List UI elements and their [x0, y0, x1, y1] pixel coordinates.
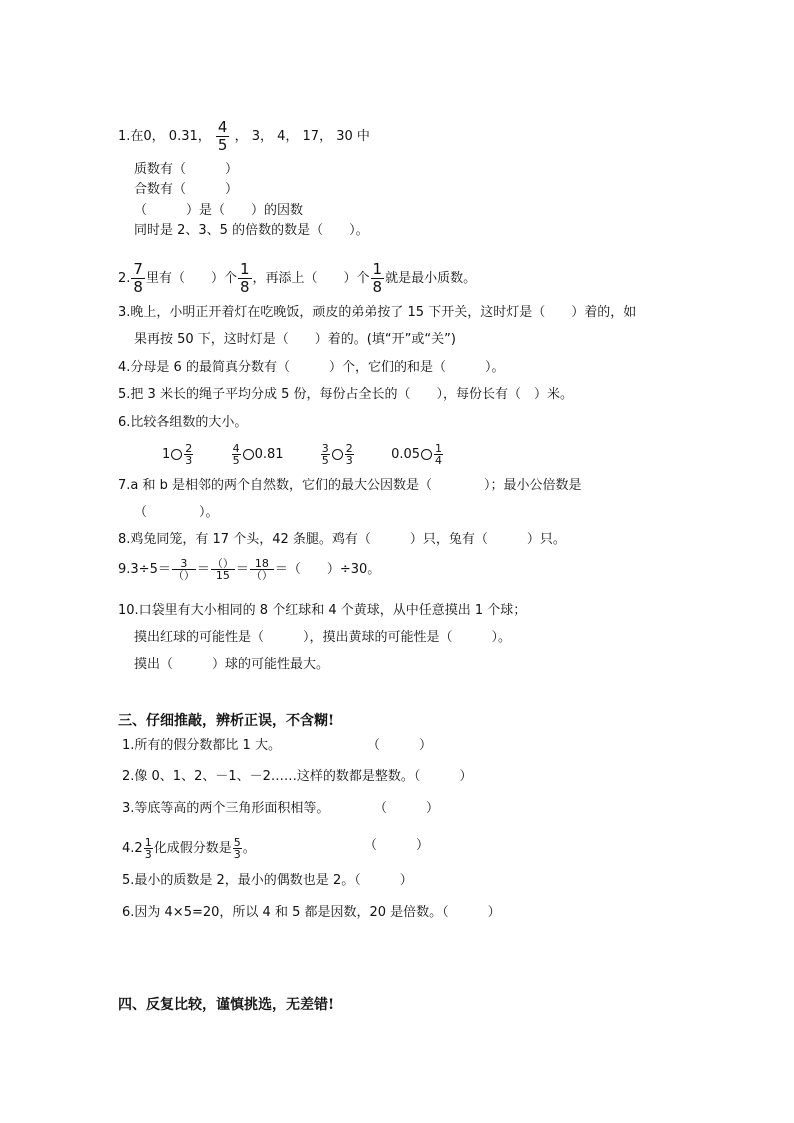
- q1-fraction: $\frac{4}{5}$: [217, 118, 228, 154]
- compare-circle-icon: [243, 449, 254, 460]
- question-7-line-1: 7.a 和 b 是相邻的两个自然数，它们的最大公因数是（ ）；最小公倍数是: [118, 478, 582, 493]
- section-4-title: 四、反复比较，谨慎挑选，无差错!: [118, 997, 335, 1013]
- q1-text-post: ， 3， 4， 17， 30 中: [234, 129, 370, 144]
- judge-1: 1.所有的假分数都比 1 大。: [122, 738, 281, 753]
- judge-4: 4.2 $\frac{1}{3}$ 化成假分数是 $\frac{5}{3}$ 。: [122, 836, 256, 861]
- judge-3: 3.等底等高的两个三角形面积相等。: [122, 801, 330, 816]
- question-6: 6.比较各组数的大小。: [118, 415, 248, 430]
- q1-line-d: 同时是 2、3、5 的倍数的数是（ ）。: [134, 223, 369, 238]
- question-7-line-2: （ ）。: [134, 505, 219, 520]
- q2-fraction-2: $\frac{1}{8}$: [239, 260, 250, 296]
- question-10-line-3: 摸出（ ）球的可能性最大。: [134, 657, 330, 672]
- question-10-line-2: 摸出红球的可能性是（ ），摸出黄球的可能性是（ ）。: [134, 630, 512, 645]
- q9-fraction-2: $\frac{()}{15}$: [211, 557, 234, 582]
- q9-fraction-1: $\frac{3}{()}$: [172, 557, 195, 582]
- compare-circle-icon: [332, 449, 343, 460]
- q1-line-a: 质数有（ ）: [134, 162, 239, 177]
- q2-fraction-1: $\frac{7}{8}$: [133, 260, 143, 296]
- q6-item-d: 0.05 $\frac{1}{4}$: [391, 442, 443, 467]
- question-1: [118, 120, 370, 153]
- judge-2: 2.像 0、1、2、－1、－2……这样的数都是整数。（ ）: [122, 769, 473, 784]
- q9-fraction-3: $\frac{18}{()}$: [250, 557, 273, 582]
- question-3-line-2: 果再按 50 下，这时灯是（ ）着的。(填“开”或“关”): [134, 332, 456, 347]
- q1-line-c: （ ）是（ ）的因数: [134, 203, 304, 218]
- judge-3-blank: （ ）: [374, 801, 440, 816]
- question-3-line-1: 3.晚上，小明正开着灯在吃晚饭，顽皮的弟弟按了 15 下开关，这时灯是（ ）着的，如: [118, 305, 637, 320]
- q1-line-b: 合数有（ ）: [134, 182, 239, 197]
- q2-fraction-3: $\frac{1}{8}$: [372, 260, 383, 296]
- judge-6: 6.因为 4×5=20，所以 4 和 5 都是因数，20 是倍数。（ ）: [122, 905, 501, 920]
- judge-1-blank: （ ）: [367, 738, 433, 753]
- judge-5: 5.最小的质数是 2，最小的偶数也是 2。（ ）: [122, 873, 413, 888]
- question-10-line-1: 10.口袋里有大小相同的 8 个红球和 4 个黄球，从中任意摸出 1 个球；: [118, 603, 527, 618]
- question-9: 9.3÷5＝ $\frac{3}{()}$ ＝ $\frac{()}{15}$ ＝ $\frac{18}{()}$ ＝（ ）÷30。: [118, 557, 381, 582]
- question-4: 4.分母是 6 的最简真分数有（ ）个，它们的和是（ ）。: [118, 360, 505, 375]
- q6-item-c: $\frac{3}{5}$ $\frac{2}{3}$: [321, 442, 353, 467]
- judge-4-blank: （ ）: [364, 838, 430, 853]
- question-2: 2. $\frac{7}{8}$ 里有（ ）个 $\frac{1}{8}$ ，再添上（ ）个 $\frac{1}{8}$ 就是最小质数。: [118, 260, 477, 296]
- q6-item-a: 1 $\frac{2}{3}$: [162, 442, 193, 467]
- compare-circle-icon: [421, 449, 432, 460]
- question-8: 8.鸡兔同笼，有 17 个头，42 条腿。鸡有（ ）只，兔有（ ）只。: [118, 532, 566, 547]
- section-3-title: 三、仔细推敲，辨析正误，不含糊!: [118, 713, 335, 729]
- q6-item-b: $\frac{4}{5}$ 0.81: [232, 442, 284, 467]
- compare-circle-icon: [171, 449, 182, 460]
- question-5: 5.把 3 米长的绳子平均分成 5 份，每份占全长的（ ），每份长有（ ）米。: [118, 387, 573, 402]
- q6-comparisons: [162, 440, 444, 470]
- q1-text-pre: 1.在0， 0.31，: [118, 129, 211, 144]
